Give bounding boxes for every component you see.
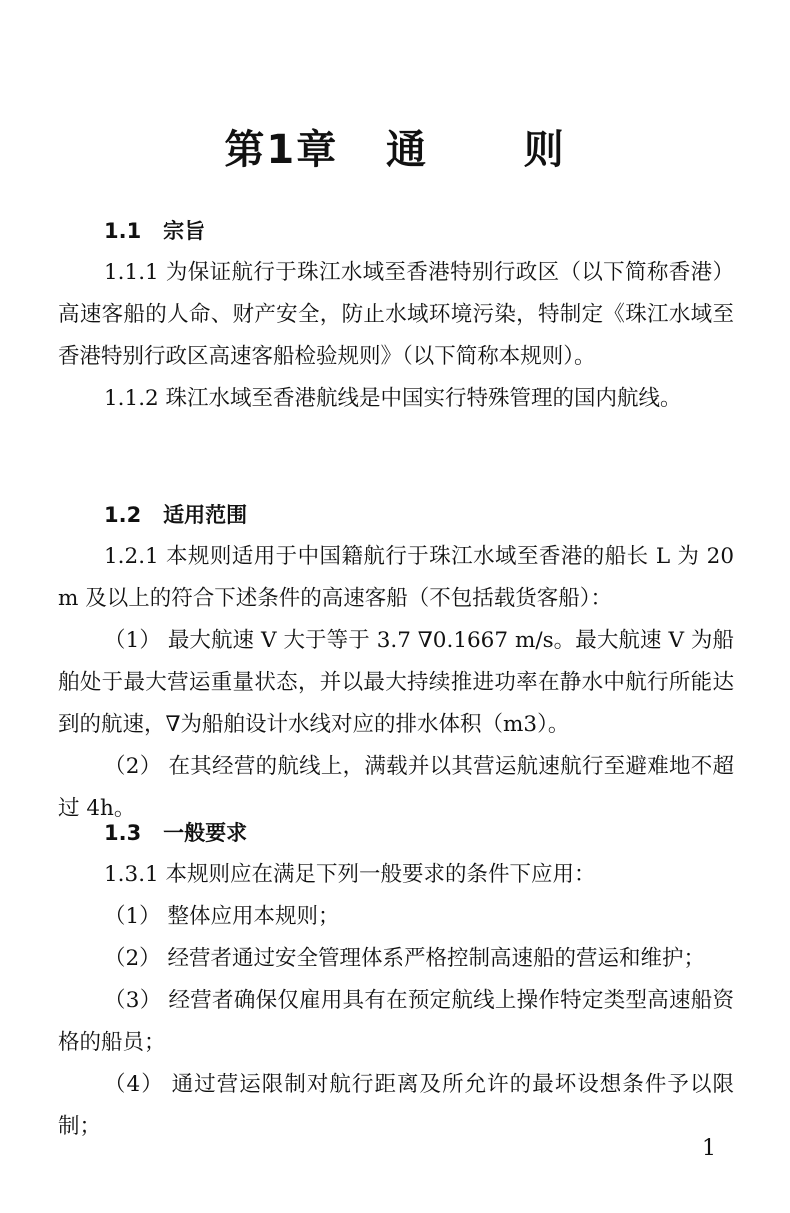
page-number: 1 (702, 1136, 716, 1161)
section-1-1 (58, 210, 734, 420)
paragraph: （1） 最大航速 V 大于等于 3.7 ∇0.1667 m/s。最大航速 V 为船舶处于最大营运重量状态，并以最大持续推进功率在静水中航行所能达到的航速，∇为船舶设计水线对应的排水体积（m3）。 (58, 628, 734, 737)
paragraph: 1.3.1 本规则应在满足下列一般要求的条件下应用： (104, 862, 596, 887)
paragraph: （2） 经营者通过安全管理体系严格控制高速船的营运和维护； (104, 946, 706, 971)
paragraph: 1.2.1 本规则适用于中国籍航行于珠江水域至香港的船长 L 为 20m 及以上的符合下述条件的高速客船（不包括载货客船）： (58, 544, 734, 611)
section-1-3 (58, 812, 734, 1148)
paragraph: （4） 通过营运限制对航行距离及所允许的最坏设想条件予以限制； (58, 1072, 734, 1139)
chapter-title: 第1章 通 则 (224, 127, 566, 173)
paragraph: （2） 在其经营的航线上，满载并以其营运航速航行至避难地不超过 4h。 (58, 754, 734, 821)
section-1-2 (58, 494, 734, 830)
section-heading: 1.3 一般要求 (104, 821, 248, 845)
paragraph: （1） 整体应用本规则； (104, 904, 340, 929)
section-heading: 1.1 宗旨 (104, 219, 206, 243)
paragraph: （3） 经营者确保仅雇用具有在预定航线上操作特定类型高速船资格的船员； (58, 988, 734, 1055)
paragraph: 1.1.2 珠江水域至香港航线是中国实行特殊管理的国内航线。 (104, 386, 682, 411)
paragraph: 1.1.1 为保证航行于珠江水域至香港特别行政区（以下简称香港）高速客船的人命、财产安全，防止水域环境污染，特制定《珠江水域至香港特别行政区高速客船检验规则》（以下简称本规则）。 (58, 260, 734, 369)
section-heading: 1.2 适用范围 (104, 503, 248, 527)
